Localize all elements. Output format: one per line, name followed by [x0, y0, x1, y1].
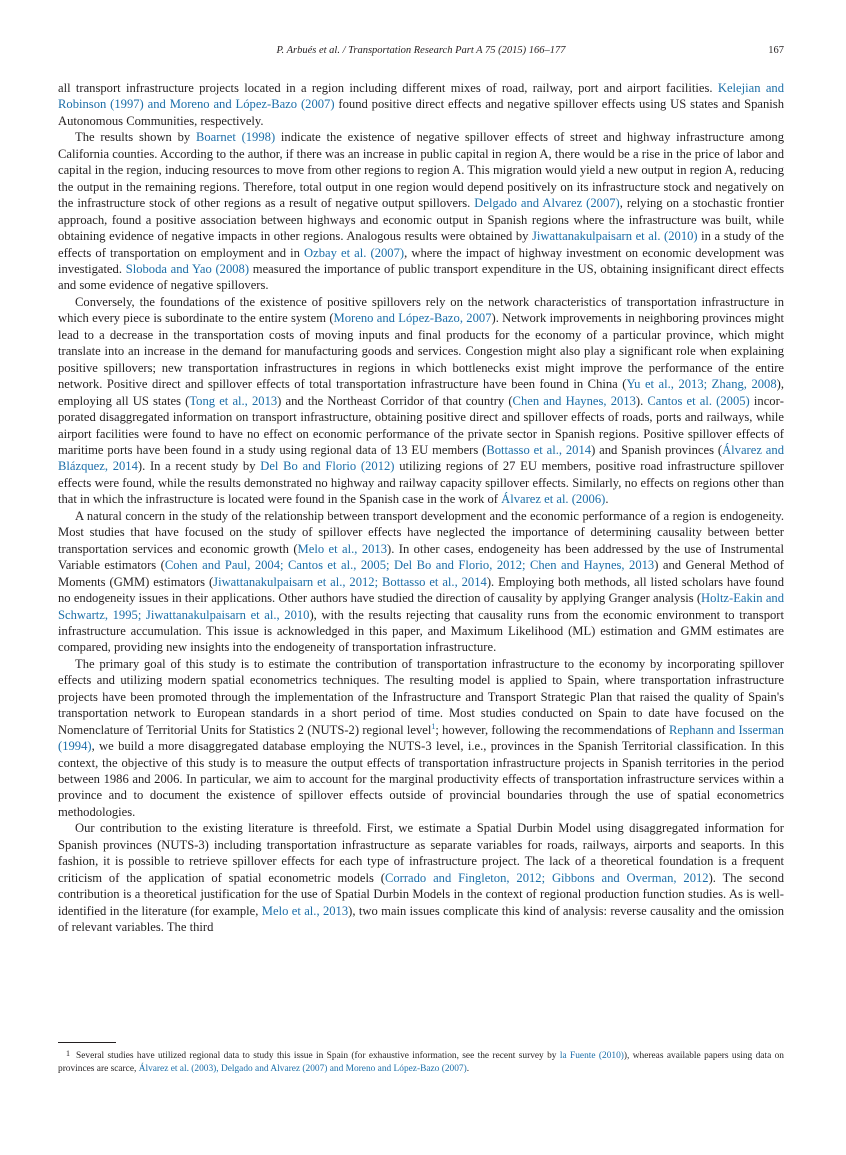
citation-link[interactable]: la Fuente (2010) [559, 1051, 624, 1061]
text-run: ) and General Method of Moments (GMM) estimators ( [58, 558, 784, 589]
text-run: ), two main issues complicate this kind of analysis: reverse causality and the omission of relevant variables. The third [58, 903, 785, 935]
citation-link[interactable]: Bottasso et al., 2014 [486, 442, 592, 457]
text-run: ) and Spanish provinces ( [591, 442, 723, 457]
text-run: A natural concern in the study of the relationship between transport development and the economic performance of a region is endogeneity. Most studies that have focused on the study of spillover effects have neglected the importance of determining causality between better transportation services and economic growth ( [58, 508, 784, 556]
footnote-rule [58, 1042, 116, 1043]
paragraph [58, 656, 784, 821]
footnote-marker: 1 [66, 1049, 70, 1058]
running-title: P. Arbués et al. / Transportation Research Part A 75 (2015) 166–177 [276, 45, 566, 56]
citation-link[interactable]: Kelejian and Robinson (1997) and Moreno and López-Bazo (2007) [58, 81, 785, 112]
text-run: . [466, 1064, 470, 1075]
citation-link[interactable]: Melo et al., 2013 [261, 903, 349, 918]
footnote-ref[interactable]: 1 [431, 721, 436, 731]
text-run: ), with the results rejecting that causality runs from the economic environment to transport infrastructure accumulation. This issue is acknowledged in this paper, and Maximum Likelihood (ML) estimation and GMM estimates are compared, providing new insights into the endogeneity of transportation infrastructure. [58, 607, 784, 655]
running-header [58, 45, 784, 63]
text-run: incorporated disaggregated information on transport infrastructure, obtaining positive direct and spillover effects of roads, ports and railways, while airport facilities were found to have no effect on economic performance of the private sector in Spanish regions. Positive spillover effects of maritime ports have been found in a study using regional data of 13 EU members ( [58, 393, 784, 457]
text-run: . [605, 492, 609, 507]
text-run: Conversely, the foundations of the existence of positive spillovers rely on the network characteristics of transportation infrastructure in which every piece is subordinate to the entire system ( [58, 294, 784, 326]
citation-link[interactable]: Boarnet (1998) [195, 130, 276, 145]
text-run: indicate the existence of negative spillover effects of street and highway infrastructure among California counties. According to the author, if there was an increase in public capital in region A, there would be a rise in the price of labor and capital in the region, inducing resources to move from other regions to region A. This migration would yield a new output in region A, reducing the output in the remaining regions. Therefore, total output in one region would depend positively on its infrastructure stock and negatively on the infrastructure stock of other regions as a result of negative output spillovers. [58, 130, 784, 211]
paragraph [58, 508, 784, 656]
text-run: measured the importance of public transport expenditure in the US, obtaining insignificant direct effects and some evidence of negative spillovers. [58, 261, 784, 293]
body-text [58, 80, 784, 936]
footnote-text [58, 1051, 784, 1074]
citation-link[interactable]: Chen and Haynes, 2013 [512, 393, 636, 408]
citation-link[interactable]: Holtz-Eakin and Schwartz, 1995; Jiwattanakulpaisarn et al., 2010 [58, 591, 784, 622]
text-run: ) and the Northeast Corridor of that country ( [277, 393, 513, 408]
paragraph [58, 294, 784, 508]
paragraph [58, 80, 784, 129]
citation-link[interactable]: Jiwattanakulpaisarn et al., 2012; Bottasso et al., 2014 [213, 574, 487, 589]
citation-link[interactable]: Del Bo and Florio (2012) [260, 459, 395, 474]
text-run: ). Employing both methods, all listed scholars have found no endogeneity issues in their applications. Other authors have studied the direction of causality by applying Granger analysis ( [58, 574, 784, 606]
paragraph [58, 820, 784, 935]
text-run: , relying on a stochastic frontier approach, found a positive association between highways and economic output in Spanish regions where the infrastructure was built, while obtaining evidence of negative impacts in other regions. Analogous results were obtained by [58, 196, 785, 244]
citation-link[interactable]: Cantos et al. (2005) [647, 393, 750, 408]
text-run: ). The second contribution is a theoretical justification for the use of Spatial Durbin Models in the context of regional production function studies. As is well-identified in the literature (for example, [58, 870, 784, 918]
text-run: The primary goal of this study is to estimate the contribution of transportation infrastructure to the economy by incorporating spillover effects and utilizing modern spatial econometrics techniques. The resulting model is applied to Spain, where transportation infrastructure projects have been promoted through the implementation of the Infrastructure and Transport Strategic Plan that raised the quality of Spain's transportation network to European standards in a short period of time. Most studies conducted on Spain to date have focused on the Nomenclature of Territorial Units for Statistics 2 (NUTS-2) regional level [58, 656, 784, 737]
citation-link[interactable]: Moreno and López-Bazo, 2007 [333, 311, 492, 326]
citation-link[interactable]: Álvarez and Blázquez, 2014 [58, 442, 784, 474]
citation-link[interactable]: Corrado and Fingleton, 2012; Gibbons and Overman, 2012 [384, 870, 709, 885]
text-run: The results shown by [75, 130, 196, 145]
citation-link[interactable]: Jiwattanakulpaisarn et al. (2010) [532, 229, 698, 244]
text-run: ). [635, 393, 648, 408]
text-run: ). Network improvements in neighboring provinces might lead to a decrease in the transportation costs of moving inputs and final products for the economy of a particular province, which might translate into an increase in the demand for manufacturing goods and services. Congestion might also play a significant role when explaining positive spillovers; new transportation infrastructures in regions in which bottlenecks exist might improve the performance of the entire network. Positive direct and spillover effects of total transportation infrastructure have been found in China ( [58, 311, 784, 392]
citation-link[interactable]: Delgado and Alvarez (2007) [474, 196, 620, 211]
citation-link[interactable]: Cohen and Paul, 2004; Cantos et al., 2005; Del Bo and Florio, 2012; Chen and Haynes, 2013 [164, 558, 655, 573]
text-run: ; however, following the recommendations of [435, 722, 669, 737]
footnote [58, 1047, 784, 1076]
citation-link[interactable]: Yu et al., 2013; Zhang, 2008 [626, 377, 777, 392]
text-run: ), whereas available papers using data on provinces are scarce, [58, 1051, 784, 1075]
citation-link[interactable]: Álvarez et al. (2006) [501, 492, 606, 507]
text-run: , where the impact of highway investment on economic development was investigated. [58, 245, 784, 276]
text-run: all transport infrastructure projects located in a region including different mixes of road, railway, port and airport facilities. [58, 81, 718, 95]
text-run: , we build a more disaggregated database employing the NUTS-3 level, i.e., provinces in the Spanish Territorial classification. In this context, the objective of this study is to measure the output effects of transportation infrastructure projects in Spanish territories in the period between 1986 and 2006. In particular, we aim to account for the marginal productivity effects of transportation infrastructure services within a province and to document the existence of spillover effects outside of provincial boundaries through the use of spatial econometrics methodologies. [58, 739, 784, 819]
paragraph [58, 129, 784, 294]
text-run: Several studies have utilized regional data to study this issue in Spain (for exhaustive information, see the recent survey by [76, 1051, 560, 1061]
citation-link[interactable]: Ozbay et al. (2007) [304, 245, 405, 260]
citation-link[interactable]: Álvarez et al. (2003), Delgado and Alvarez (2007) and Moreno and López-Bazo (2007) [138, 1064, 467, 1075]
text-run: in a study of the effects of transportation on employment and in [58, 229, 784, 260]
citation-link[interactable]: Melo et al., 2013 [297, 541, 388, 556]
text-run: ). In a recent study by [137, 459, 261, 474]
text-run: utilizing regions of 27 EU members, positive road infrastructure spillover effects were found, while the results demonstrated no highway and railway capacity spillover effects. Similarly, no effects on regions other than that in which the infrastructure is located were found in the Spanish case in the work of [58, 459, 784, 507]
page-number: 167 [768, 45, 784, 56]
citation-link[interactable]: Tong et al., 2013 [189, 393, 278, 408]
text-run: found positive direct effects and negative spillover effects using US states and Spanish Autonomous Communities, respectively. [58, 97, 784, 128]
citation-link[interactable]: Rephann and Isserman (1994) [58, 722, 784, 754]
text-run: Our contribution to the existing literature is threefold. First, we estimate a Spatial Durbin Model using disaggregated information for Spanish provinces (NUTS-3) including transportation infrastructure as separate variables for roads, railways, airports and seaports. In this fashion, it is possible to retrieve spillover effects for each type of infrastructure project. The lack of a theoretical foundation is a frequent criticism of the application of spatial econometric models ( [58, 821, 784, 885]
text-run: ), employing all US states ( [58, 377, 784, 408]
text-run: ). In other cases, endogeneity has been addressed by the use of Instrumental Variable estimators ( [58, 541, 784, 573]
citation-link[interactable]: Sloboda and Yao (2008) [125, 261, 250, 276]
